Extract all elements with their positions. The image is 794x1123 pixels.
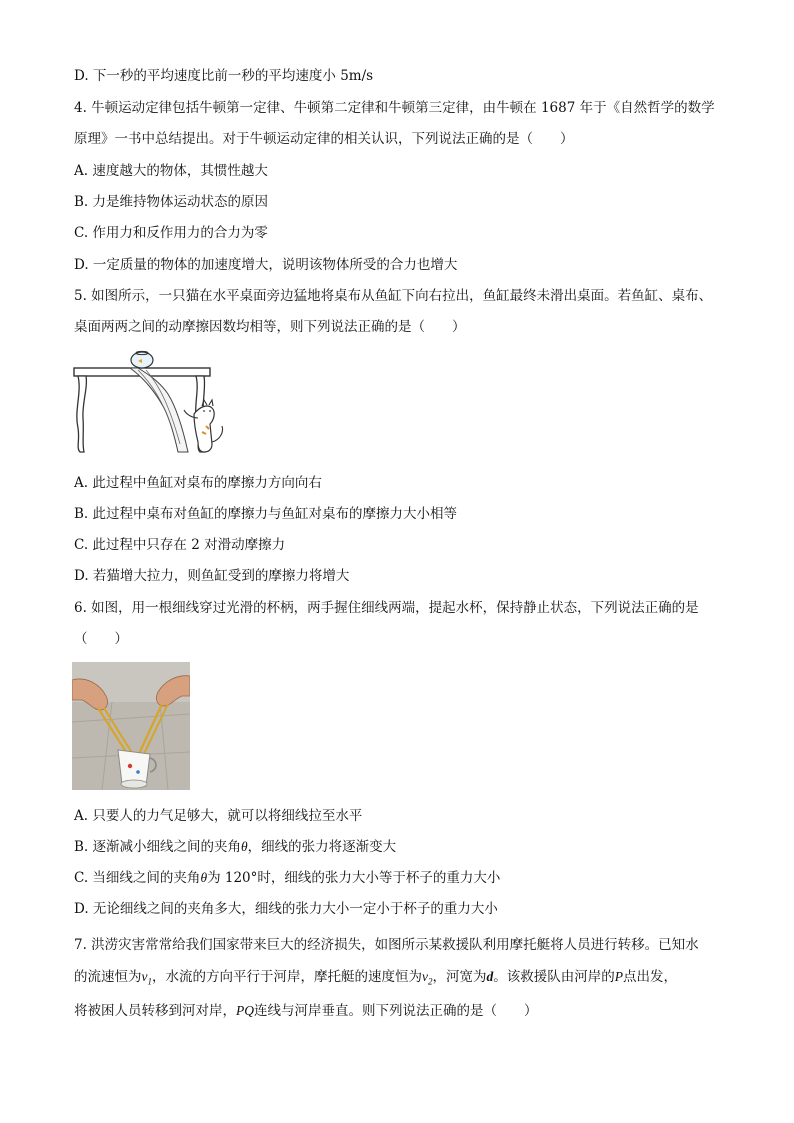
q4-option-c: C. 作用力和反作用力的合力为零 [74,225,268,241]
q4-stem-line1: 4. 牛顿运动定律包括牛顿第一定律、牛顿第二定律和牛顿第三定律，由牛顿在 1687 年于《自然哲学的数学 [74,100,715,116]
q4-stem-line2: 原理》一书中总结提出。对于牛顿运动定律的相关认识，下列说法正确的是（ ） [74,131,574,147]
q6-option-c: C. 当细线之间的夹角θ为 120°时，细线的张力大小等于杯子的重力大小 [74,870,501,886]
q6-stem-line1: 6. 如图，用一根细线穿过光滑的杯柄，两手握住细线两端，提起水杯，保持静止状态，下列说法正确的是 [74,600,699,616]
q6-option-b: B. 逐渐减小细线之间的夹角θ，细线的张力将逐渐变大 [74,839,397,855]
cup-string-photo [72,662,190,790]
q7-stem-line3: 将被困人员转移到河对岸，PQ连线与河岸垂直。则下列说法正确的是（ ） [74,1003,538,1019]
theta-symbol: θ [200,870,208,885]
cat-body [194,406,214,452]
cat-tablecloth-figure [72,348,228,456]
q3-option-d: D. 下一秒的平均速度比前一秒的平均速度小 5m/s [74,68,374,84]
q6-stem-line2: （ ） [74,631,128,647]
q7-stem-line1: 7. 洪涝灾害常常给我们国家带来巨大的经济损失，如图所示某救援队利用摩托艇将人员进行转移。已知水 [74,937,699,953]
q4-option-d: D. 一定质量的物体的加速度增大，说明该物体所受的合力也增大 [74,257,458,273]
v2-symbol: $v_2$ [422,969,433,987]
q4-option-b: B. 力是维持物体运动状态的原因 [74,194,269,210]
p-symbol: P [614,969,623,984]
q6-option-d: D. 无论细线之间的夹角多大，细线的张力大小一定小于杯子的重力大小 [74,901,498,917]
cat-tail [212,426,223,442]
q7-stem-line2: 的流速恒为$v_1$，水流的方向平行于河岸，摩托艇的速度恒为$v_2$，河宽为d。该救援队由河岸的P点出发， [74,969,677,987]
v1-symbol: $v_1$ [141,969,152,987]
q5-option-c: C. 此过程中只存在 2 对滑动摩擦力 [74,537,286,553]
theta-symbol: θ [241,839,248,854]
q5-stem-line2: 桌面两两之间的动摩擦因数均相等，则下列说法正确的是（ ） [74,319,466,335]
q5-option-b: B. 此过程中桌布对鱼缸的摩擦力与鱼缸对桌布的摩擦力大小相等 [74,506,458,522]
q4-option-a: A. 速度越大的物体，其惯性越大 [74,163,268,179]
d-symbol: d [486,969,494,984]
pq-symbol: PQ [236,1003,254,1018]
table-leg-left [77,376,87,452]
q6-option-a: A. 只要人的力气足够大，就可以将细线拉至水平 [74,808,363,824]
tablecloth [130,368,188,452]
q5-stem-line1: 5. 如图所示，一只猫在水平桌面旁边猛地将桌布从鱼缸下向右拉出，鱼缸最终未滑出桌面。若鱼缸、桌布、 [74,288,713,304]
q5-option-d: D. 若猫增大拉力，则鱼缸受到的摩擦力将增大 [74,568,350,584]
q5-option-a: A. 此过程中鱼缸对桌布的摩擦力方向向右 [74,475,322,491]
